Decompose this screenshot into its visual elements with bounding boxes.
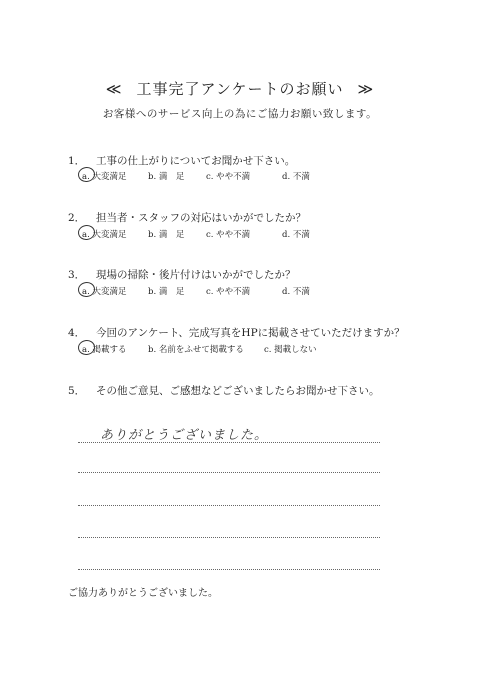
question-text: 今回のアンケート、完成写真をHPに掲載させていただけますか？	[96, 327, 405, 339]
comment-line	[78, 472, 380, 473]
question-5	[68, 383, 380, 398]
question-4	[68, 325, 405, 340]
option-a[interactable]: a. 大変満足	[82, 170, 126, 182]
closing-text: ご協力ありがとうございました。	[68, 588, 218, 599]
option-c[interactable]: c. やや不満	[206, 287, 251, 297]
question-number: 4．	[68, 327, 86, 339]
comment-line	[78, 537, 380, 538]
question-text: 現場の掃除・後片付けはいかがでしたか？	[96, 269, 296, 281]
option-b[interactable]: b. 満 足	[148, 172, 185, 182]
option-a[interactable]: a. 掲載する	[82, 343, 126, 355]
handwritten-comment: ありがとうございました。	[100, 428, 269, 443]
comment-line	[78, 505, 380, 506]
comment-line	[78, 442, 380, 443]
option-d[interactable]: d. 不満	[282, 230, 310, 240]
question-text: 担当者・スタッフの対応はいかがでしたか？	[96, 212, 306, 224]
page-subtitle: お客様へのサービス向上の為にご協力お願い致します。	[102, 108, 378, 120]
question-1	[68, 153, 295, 168]
option-a[interactable]: a. 大変満足	[82, 228, 126, 240]
title-right-mark: ≫	[357, 80, 375, 98]
question-3	[68, 267, 296, 282]
question-number: 5．	[68, 385, 86, 397]
option-c[interactable]: c. やや不満	[206, 230, 251, 240]
question-number: 3．	[68, 269, 86, 281]
option-c[interactable]: c. やや不満	[206, 172, 251, 182]
question-text: その他ご意見、ご感想などございましたらお聞かせ下さい。	[96, 385, 380, 397]
question-number: 1．	[68, 155, 86, 167]
title-text: 工事完了アンケートのお願い	[136, 80, 344, 98]
question-text: 工事の仕上がりについてお聞かせ下さい。	[96, 155, 296, 167]
question-number: 2．	[68, 212, 86, 224]
option-c[interactable]: c. 掲載しない	[264, 345, 317, 355]
option-a[interactable]: a. 大変満足	[82, 285, 126, 297]
option-b[interactable]: b. 満 足	[148, 287, 185, 297]
option-b[interactable]: b. 名前をふせて掲載する	[148, 345, 244, 355]
option-b[interactable]: b. 満 足	[148, 230, 185, 240]
comment-line	[78, 569, 380, 570]
option-d[interactable]: d. 不満	[282, 172, 310, 182]
title-left-mark: ≪	[105, 80, 123, 98]
page-title	[0, 78, 480, 99]
option-d[interactable]: d. 不満	[282, 287, 310, 297]
question-2	[68, 210, 306, 225]
